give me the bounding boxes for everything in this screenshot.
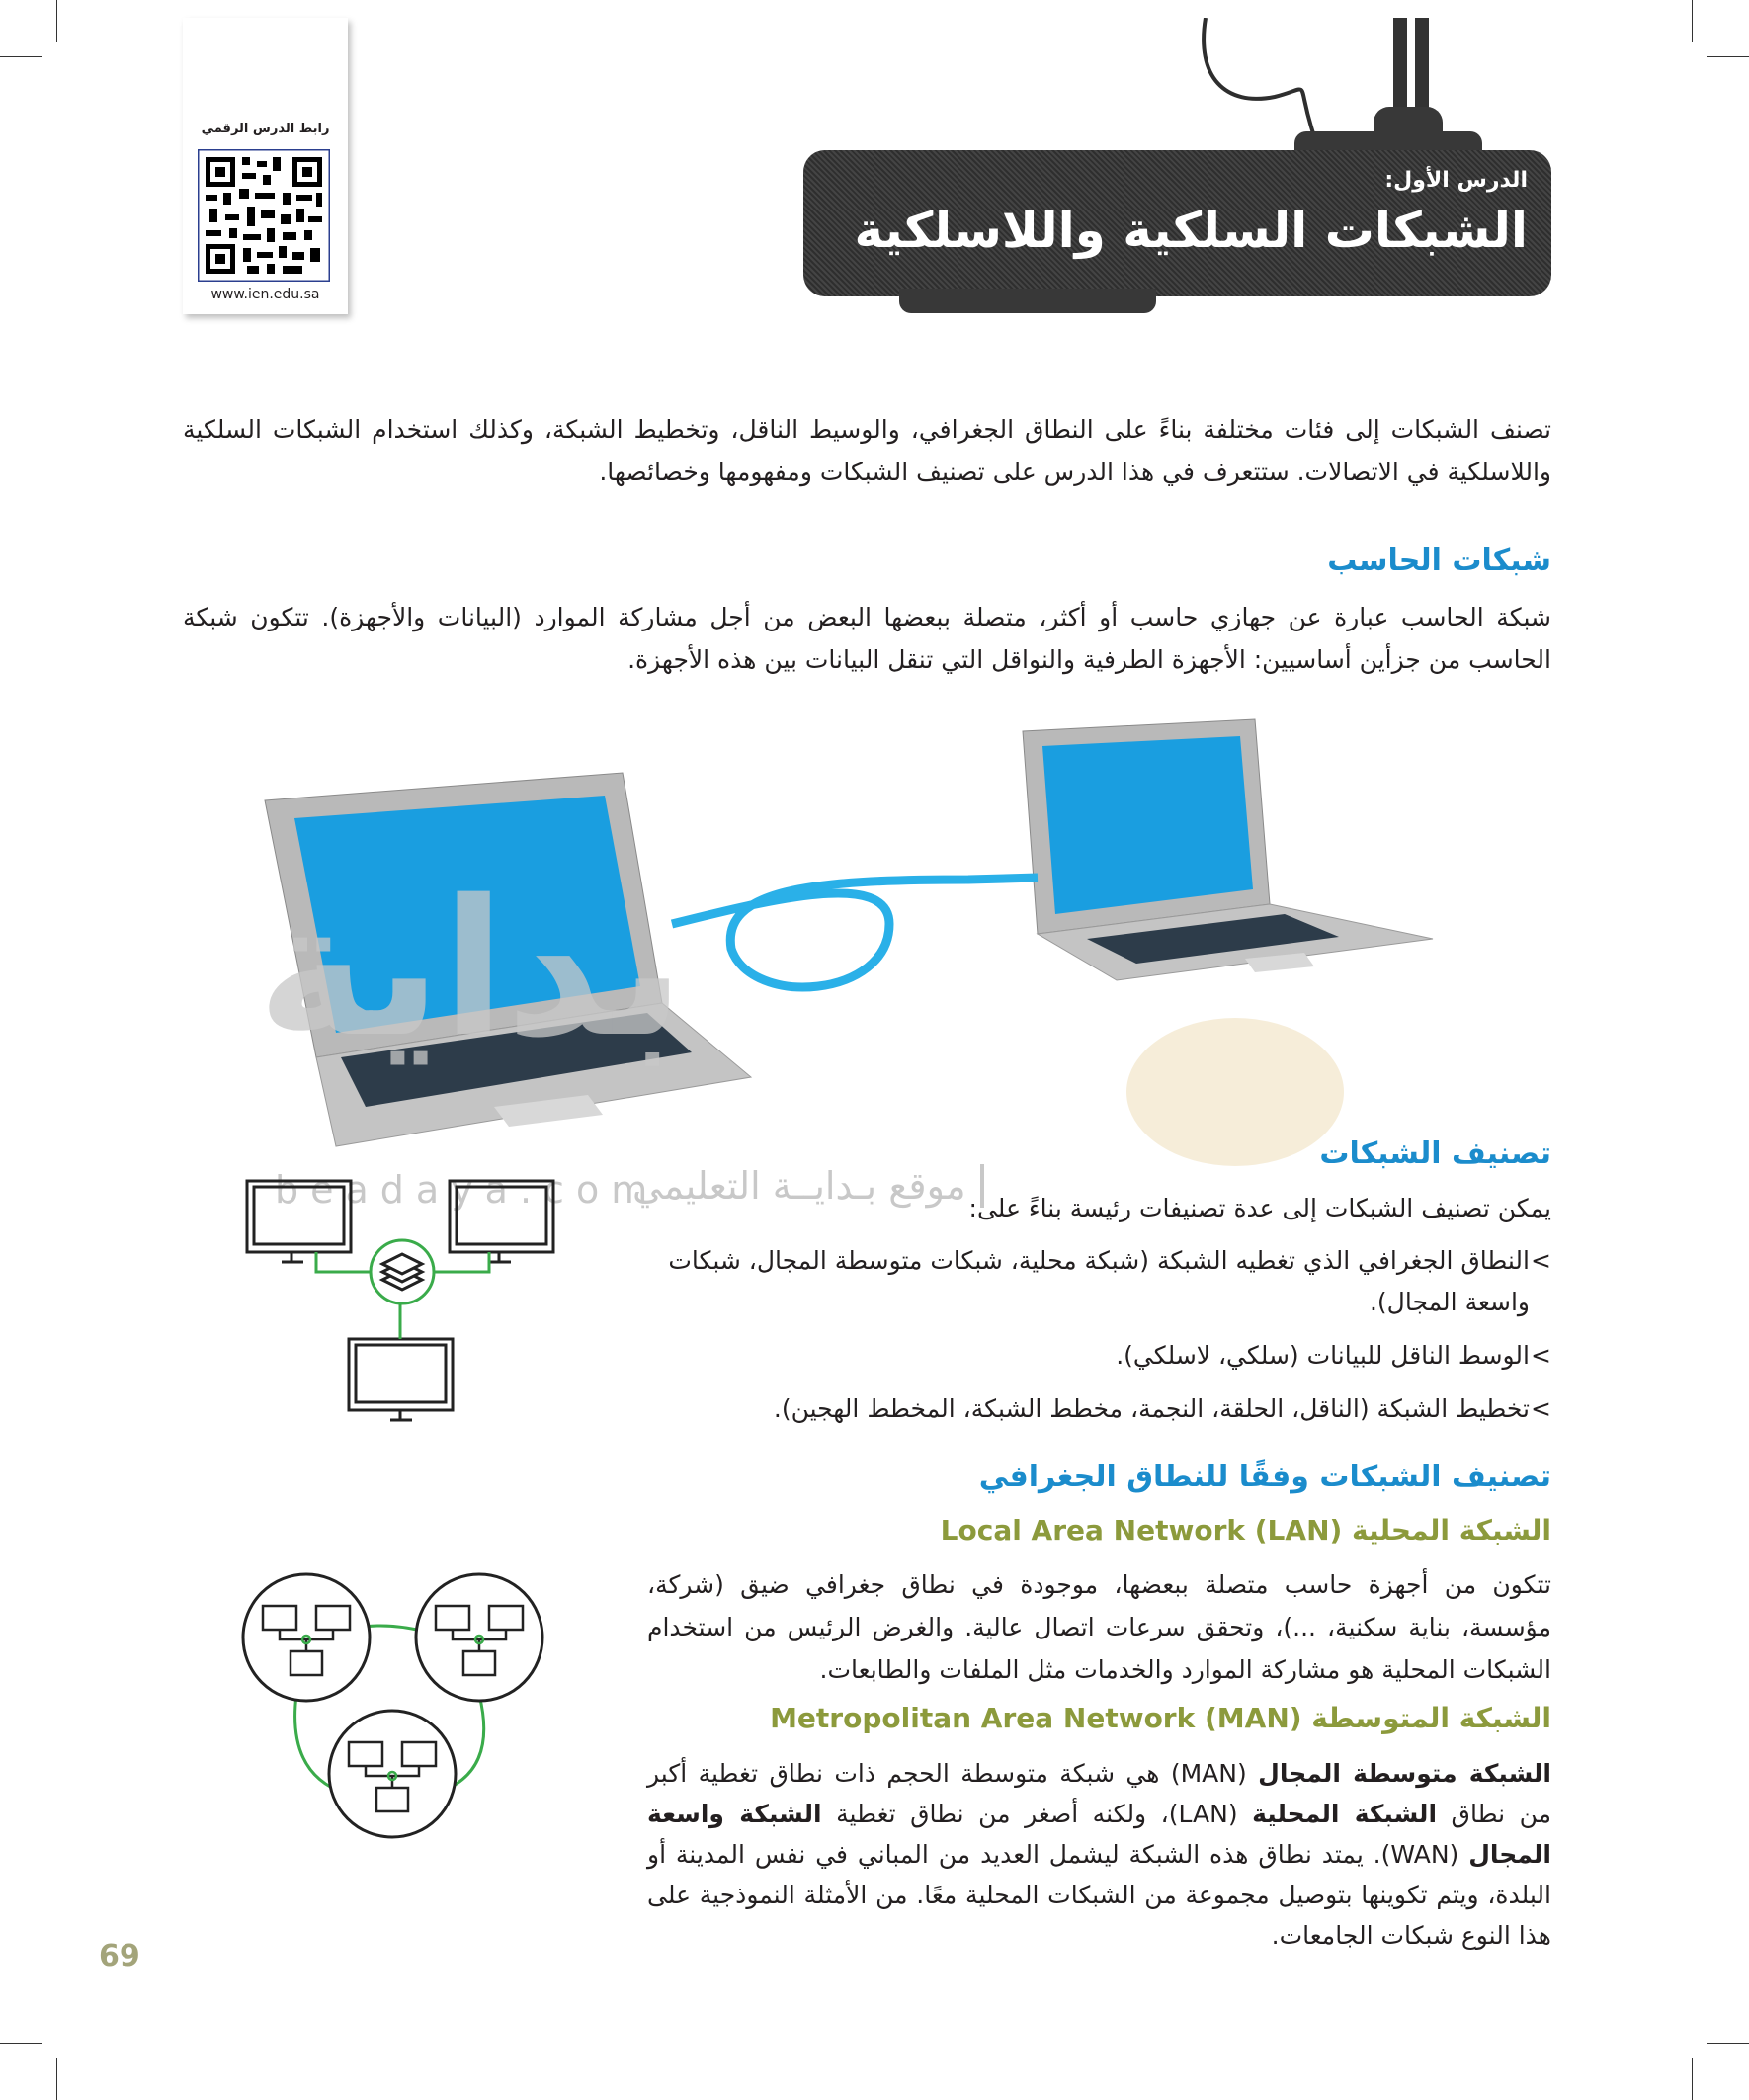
qr-url[interactable]: www.ien.edu.sa (210, 287, 320, 302)
man-heading (751, 1702, 1551, 1734)
crop-mark (0, 2043, 42, 2044)
lan-heading-ar: الشبكة المحلية (1352, 1514, 1551, 1547)
crop-mark (1707, 56, 1749, 57)
crop-mark (1707, 2043, 1749, 2044)
classification-item (647, 1335, 1551, 1377)
computer-networks-paragraph: شبكة الحاسب عبارة عن جهازي حاسب أو أكثر، متصلة ببعضها البعض من أجل مشاركة الموارد (البيانات والأجهزة). تتكون شبكة الحاسب من جزأين أساسيين: الأجهزة الطرفية والنواقل التي تنقل البيانات بين هذه الأجهزة. (183, 603, 1551, 674)
classification-item-text: النطاق الجغرافي الذي تغطيه الشبكة (شبكة محلية، شبكات متوسطة المجال، شبكات واسعة المجال). (668, 1246, 1530, 1316)
digital-lesson-qr-card[interactable] (183, 18, 348, 314)
qr-label: رابط الدرس الرقمي (201, 122, 330, 136)
bullet-marker: > (1531, 1394, 1551, 1423)
wan-term: الشبكة واسعة المجال (647, 1800, 1552, 1869)
lesson-title-banner (803, 150, 1551, 296)
crop-mark (56, 2058, 57, 2100)
man-term: الشبكة متوسطة المجال (1258, 1759, 1552, 1788)
man-text: (WAN). يمتد نطاق هذه الشبكة ليشمل العديد من المباني في نفس المدينة أو البلدة، ويتم تكوينها بتوصيل مجموعة من الشبكات المحلية معًا. من الأمثلة النموذجية على هذا النوع شبكات الجامعات. (647, 1840, 1551, 1950)
classification-intro: يمكن تصنيف الشبكات إلى عدة تصنيفات رئيسة بناءً على: (968, 1194, 1551, 1222)
layers-icon (382, 1254, 422, 1290)
geo-classification-heading: تصنيف الشبكات وفقًا للنطاق الجغرافي (978, 1460, 1551, 1494)
watermark-logo (257, 860, 685, 1078)
plug-cable-icon (1186, 18, 1482, 156)
man-heading-ar: الشبكة المتوسطة (1311, 1702, 1551, 1734)
intro-paragraph: تصنف الشبكات إلى فئات مختلفة بناءً على النطاق الجغرافي، والوسيط الناقل، وتخطيط الشبكة، وكذلك استخدام الشبكات السلكية واللاسلكية في الاتصالات. ستتعرف في هذا الدرس على تصنيف الشبكات ومفهومها وخصائصها. (183, 415, 1551, 486)
crop-mark (56, 0, 57, 42)
lan-term: الشبكة المحلية (1252, 1800, 1438, 1828)
lesson-title: الشبكات السلكية واللاسلكية (854, 202, 1528, 259)
lan-heading (791, 1514, 1551, 1547)
watermark-logo-text: بداية (257, 860, 685, 1078)
bullet-marker: > (1531, 1341, 1551, 1370)
watermark-site-name: موقع بـدايــة التعليمي (632, 1164, 984, 1208)
man-heading-en: Metropolitan Area Network (MAN) (770, 1702, 1302, 1734)
qr-code-icon[interactable] (198, 149, 330, 282)
man-text: (LAN)، ولكنه أصغر من نطاق تغطية (821, 1800, 1253, 1828)
man-diagram (237, 1566, 548, 1848)
classification-item (647, 1240, 1551, 1323)
classification-item (647, 1388, 1551, 1430)
banner-tab (899, 289, 1156, 313)
watermark-url: beadaya.com (275, 1168, 660, 1212)
network-computers-diagram (242, 1171, 563, 1428)
classification-item-text: تخطيط الشبكة (الناقل، الحلقة، النجمة، مخطط الشبكة، المخطط الهجين). (773, 1394, 1530, 1423)
lan-heading-en: Local Area Network (LAN) (940, 1514, 1343, 1547)
lesson-number: الدرس الأول: (1384, 168, 1528, 193)
network-cable-icon (672, 878, 1038, 987)
crop-mark (1692, 0, 1693, 42)
crop-mark (1692, 2058, 1693, 2100)
computer-networks-heading: شبكات الحاسب (1327, 544, 1551, 578)
bullet-marker: > (1531, 1246, 1551, 1275)
classification-heading: تصنيف الشبكات (1319, 1136, 1551, 1171)
man-text: (MAN) هي شبكة متوسطة الحجم ذات نطاق تغطية أكبر من نطاق (647, 1759, 1551, 1828)
page-number: 69 (99, 1939, 140, 1974)
classification-item-text: الوسط الناقل للبيانات (سلكي، لاسلكي). (1116, 1341, 1530, 1370)
laptop-right-icon (1023, 719, 1433, 980)
lan-paragraph: تتكون من أجهزة حاسب متصلة ببعضها، موجودة في نطاق جغرافي ضيق (شركة، مؤسسة، بناية سكنية، ...)، وتحقق سرعات اتصال عالية. والغرض الرئيس من استخدام الشبكات المحلية هو مشاركة الموارد والخدمات مثل الملفات والطابعات. (647, 1570, 1551, 1684)
classification-list (647, 1240, 1551, 1430)
crop-mark (0, 56, 42, 57)
man-paragraph (647, 1753, 1551, 1956)
